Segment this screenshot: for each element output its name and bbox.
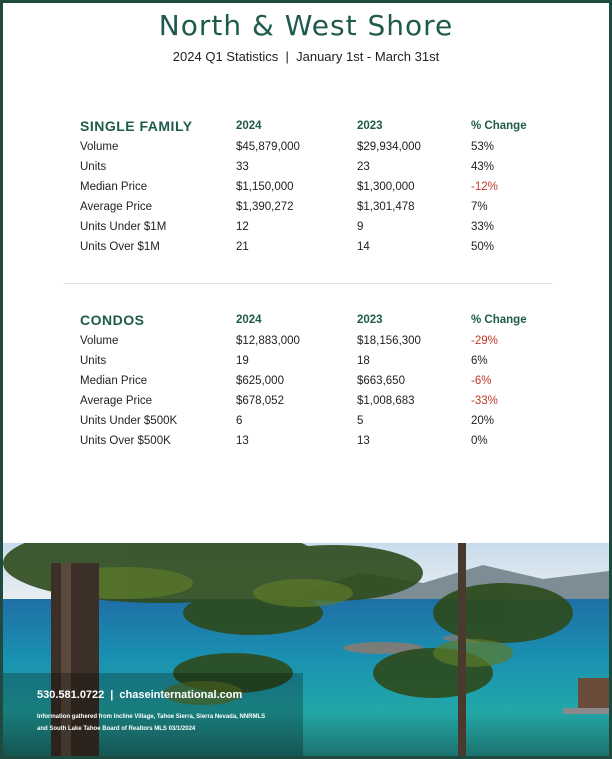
value-2023: 14 (357, 241, 370, 253)
table-row (80, 177, 560, 197)
table-row (80, 217, 560, 237)
percent-change: 6% (471, 355, 488, 367)
data-source-disclaimer: Information gathered from Incline Village, Tahoe Sierra, Sierra Nevada, NNRMLS and South Lake Tahoe Board of Realtors MLS 03/1/2024 (37, 714, 266, 732)
single-family-rows (80, 137, 560, 257)
section-heading: SINGLE FAMILY (80, 118, 193, 134)
value-2023: $29,934,000 (357, 141, 421, 153)
row-label: Units Under $500K (80, 415, 178, 427)
section-heading: CONDOS (80, 312, 145, 328)
table-row (80, 431, 560, 451)
column-header-2023: 2023 (357, 314, 383, 326)
value-2023: 18 (357, 355, 370, 367)
row-label: Volume (80, 141, 119, 153)
page-subtitle: 2024 Q1 Statistics | January 1st - March 31st (172, 49, 440, 64)
value-2024: $625,000 (236, 375, 284, 387)
value-2024: 12 (236, 221, 249, 233)
column-header-2024: 2024 (236, 120, 262, 132)
row-label: Units (80, 355, 107, 367)
percent-change: -33% (471, 395, 498, 407)
row-label: Average Price (80, 201, 153, 213)
table-header-row (80, 309, 560, 331)
value-2024: $12,883,000 (236, 335, 300, 347)
table-row (80, 351, 560, 371)
table-row (80, 237, 560, 257)
percent-change: 53% (471, 141, 495, 153)
row-label: Units Over $500K (80, 435, 171, 447)
value-2024: 33 (236, 161, 249, 173)
table-row (80, 197, 560, 217)
percent-change: -6% (471, 375, 492, 387)
percent-change: 0% (471, 435, 488, 447)
value-2023: 13 (357, 435, 370, 447)
value-2024: $45,879,000 (236, 141, 300, 153)
section-divider (63, 283, 553, 284)
table-row (80, 157, 560, 177)
value-2024: 13 (236, 435, 249, 447)
table-row (80, 391, 560, 411)
row-label: Units (80, 161, 107, 173)
percent-change: 50% (471, 241, 495, 253)
percent-change: 20% (471, 415, 495, 427)
value-2024: $1,150,000 (236, 181, 294, 193)
value-2024: 6 (236, 415, 243, 427)
value-2024: $1,390,272 (236, 201, 294, 213)
value-2024: 19 (236, 355, 249, 367)
value-2024: $678,052 (236, 395, 284, 407)
row-label: Median Price (80, 375, 148, 387)
column-header-change: % Change (471, 120, 527, 132)
column-header-2023: 2023 (357, 120, 383, 132)
row-label: Units Under $1M (80, 221, 167, 233)
percent-change: -29% (471, 335, 498, 347)
value-2023: 23 (357, 161, 370, 173)
row-label: Volume (80, 335, 119, 347)
value-2024: 21 (236, 241, 249, 253)
value-2023: $18,156,300 (357, 335, 421, 347)
table-row (80, 371, 560, 391)
percent-change: 7% (471, 201, 488, 213)
phone-number[interactable]: 530.581.0722 (37, 689, 105, 701)
table-row (80, 137, 560, 157)
contact-line (37, 689, 242, 701)
column-header-2024: 2024 (236, 314, 262, 326)
percent-change: 43% (471, 161, 495, 173)
value-2023: $1,301,478 (357, 201, 415, 213)
page-title: North & West Shore (158, 9, 454, 42)
row-label: Median Price (80, 181, 148, 193)
value-2023: 9 (357, 221, 364, 233)
column-header-change: % Change (471, 314, 527, 326)
table-header-row (80, 115, 560, 137)
value-2023: $1,008,683 (357, 395, 415, 407)
table-row (80, 331, 560, 351)
percent-change: -12% (471, 181, 498, 193)
condos-table (80, 309, 560, 451)
percent-change: 33% (471, 221, 495, 233)
value-2023: $663,650 (357, 375, 405, 387)
table-row (80, 411, 560, 431)
condos-rows (80, 331, 560, 451)
value-2023: $1,300,000 (357, 181, 415, 193)
value-2023: 5 (357, 415, 364, 427)
row-label: Units Over $1M (80, 241, 160, 253)
contact-separator: | (110, 689, 114, 701)
single-family-table (80, 115, 560, 257)
row-label: Average Price (80, 395, 153, 407)
website-link[interactable]: chaseinternational.com (119, 689, 243, 701)
